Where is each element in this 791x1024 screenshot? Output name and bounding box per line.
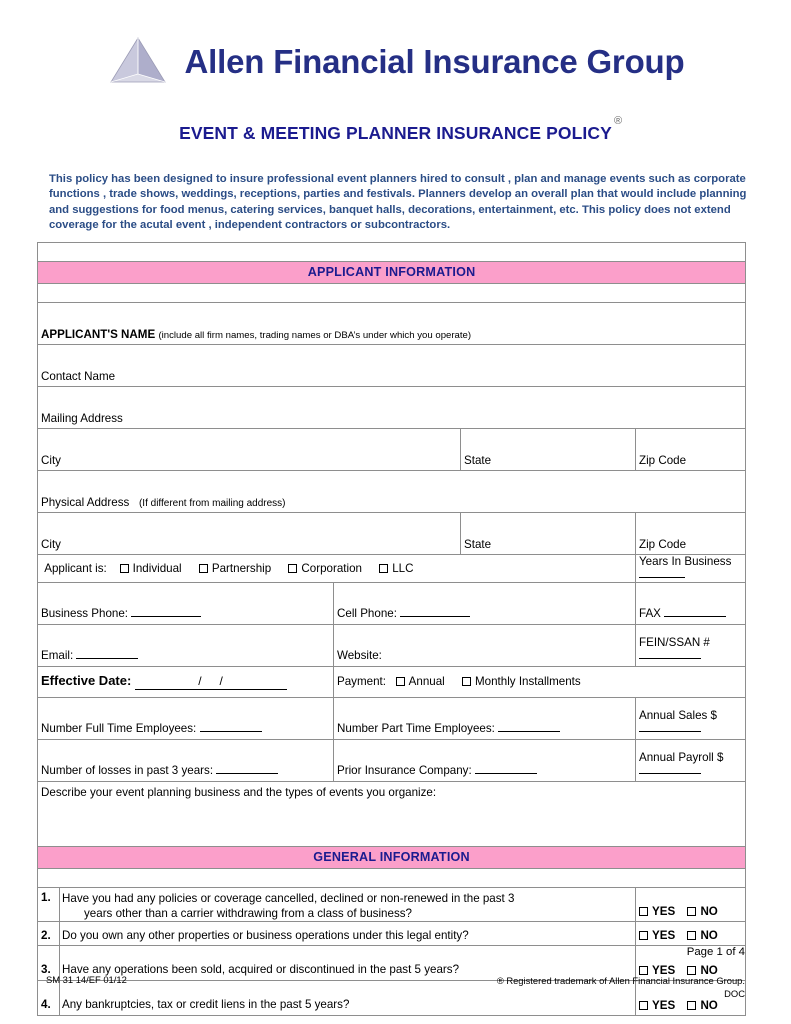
state-label: State <box>464 453 492 467</box>
physical-address-field[interactable] <box>38 471 746 513</box>
table-row <box>38 284 746 303</box>
fein-ssan-input[interactable] <box>639 658 701 659</box>
mailing-address-field[interactable] <box>38 387 746 429</box>
brand-header <box>0 34 791 127</box>
payment-group <box>334 666 746 697</box>
fax-input[interactable] <box>664 616 726 617</box>
zip-code2-field[interactable] <box>636 513 746 555</box>
no-label: NO <box>700 905 718 919</box>
zip-code-label: Zip Code <box>639 453 687 467</box>
entity-option-label: LLC <box>392 561 414 575</box>
payment-option-label: Monthly Installments <box>475 674 581 688</box>
question-line-2: years other than a carrier withdrawing from a class of business? <box>84 906 412 920</box>
table-row <box>38 624 746 666</box>
checkbox-icon[interactable] <box>462 677 471 686</box>
applicant-name-field[interactable] <box>38 303 746 345</box>
table-row <box>38 471 746 513</box>
checkbox-icon[interactable] <box>396 677 405 686</box>
physical-address-hint: (If different from mailing address) <box>138 497 286 509</box>
table-row <box>38 739 746 781</box>
prior-insurance-company-input[interactable] <box>475 773 537 774</box>
physical-address-label: Physical Address <box>41 495 130 509</box>
state2-label: State <box>464 537 492 551</box>
entity-type-group <box>38 555 636 583</box>
yes-label: YES <box>652 964 676 978</box>
annual-payroll-label: Annual Payroll $ <box>639 751 724 764</box>
checkbox-no[interactable] <box>687 929 717 942</box>
mailing-address-label: Mailing Address <box>41 411 123 425</box>
part-time-employees-field[interactable] <box>334 697 636 739</box>
describe-business-label: Describe your event planning business and the types of events you organize: <box>41 785 437 799</box>
yes-label: YES <box>652 999 676 1013</box>
part-time-employees-label: Number Part Time Employees: <box>337 722 495 736</box>
city-field[interactable] <box>38 429 461 471</box>
email-input[interactable] <box>76 658 138 659</box>
effective-date-label: Effective Date <box>41 672 127 688</box>
table-row <box>38 555 746 583</box>
blank-row <box>38 284 746 303</box>
checkbox-annual[interactable] <box>396 675 445 688</box>
state2-field[interactable] <box>461 513 636 555</box>
annual-payroll-input[interactable] <box>639 773 701 774</box>
city2-field[interactable] <box>38 513 461 555</box>
blank-row <box>38 243 746 262</box>
table-row <box>38 262 746 284</box>
losses-past-3-years-input[interactable] <box>216 773 278 774</box>
describe-business-field[interactable] <box>38 781 746 846</box>
zip-code2-label: Zip Code <box>639 537 687 551</box>
zip-code-field[interactable] <box>636 429 746 471</box>
checkbox-yes[interactable] <box>639 905 675 918</box>
entity-option-label: Corporation <box>301 561 362 575</box>
contact-name-label: Contact Name <box>41 369 116 383</box>
question-line-1: Have any operations been sold, acquired or discontinued in the past 5 years? <box>62 962 460 976</box>
fax-field[interactable] <box>636 582 746 624</box>
prior-insurance-company-field[interactable] <box>334 739 636 781</box>
section-header-applicant-information: APPLICANT INFORMATION <box>38 262 746 284</box>
checkbox-icon[interactable] <box>199 564 208 573</box>
effective-date-input[interactable]: // <box>135 675 287 690</box>
full-time-employees-label: Number Full Time Employees: <box>41 722 197 736</box>
applicant-name-label: APPLICANT'S NAME <box>41 327 156 341</box>
table-row <box>38 243 746 262</box>
table-row <box>38 429 746 471</box>
entity-option-label: Partnership <box>211 561 272 575</box>
table-row <box>38 666 746 697</box>
checkbox-no[interactable] <box>687 905 717 918</box>
checkbox-icon[interactable] <box>687 931 696 940</box>
table-row <box>38 303 746 345</box>
checkbox-icon[interactable] <box>639 907 648 916</box>
effective-date-colon: : <box>126 672 132 688</box>
entity-option-label: Individual <box>132 561 182 575</box>
checkbox-monthly-installments[interactable] <box>462 675 581 688</box>
question-text <box>60 921 636 945</box>
prior-insurance-company-label: Prior Insurance Company: <box>337 764 472 778</box>
question-text <box>60 887 636 921</box>
checkbox-yes[interactable] <box>639 999 675 1012</box>
losses-past-3-years-label: Number of losses in past 3 years: <box>41 764 214 778</box>
brand-name: Allen Financial Insurance Group <box>184 43 685 80</box>
checkbox-icon[interactable] <box>120 564 129 573</box>
city2-label: City <box>41 537 61 551</box>
question-line-1: Do you own any other properties or business operations under this legal entity? <box>62 928 469 942</box>
blank-row <box>38 868 746 887</box>
years-in-business-input[interactable] <box>639 577 685 578</box>
checkbox-individual[interactable] <box>120 562 182 575</box>
table-row <box>38 582 746 624</box>
fein-ssan-label: FEIN/SSAN # <box>639 636 710 649</box>
question-answer-group <box>636 887 746 921</box>
losses-past-3-years-field[interactable] <box>38 739 334 781</box>
yes-label: YES <box>652 929 676 943</box>
checkbox-icon[interactable] <box>379 564 388 573</box>
page-title: EVENT & MEETING PLANNER INSURANCE POLICY <box>179 123 612 143</box>
table-row <box>38 781 746 846</box>
payment-option-label: Annual <box>408 674 445 688</box>
checkbox-icon[interactable] <box>687 1001 696 1010</box>
footer-trademark <box>497 974 745 1000</box>
no-label: NO <box>700 999 718 1013</box>
section-header-general-information: GENERAL INFORMATION <box>38 846 746 868</box>
checkbox-icon[interactable] <box>288 564 297 573</box>
years-in-business-field[interactable] <box>636 555 746 583</box>
applicant-is-label: Applicant is: <box>44 561 107 575</box>
website-label: Website: <box>337 649 382 663</box>
question-number: 3. <box>38 945 60 980</box>
trademark-text: ® Registered trademark of Allen Financial Insurance Group. <box>496 975 745 986</box>
question-line-1: Any bankruptcies, tax or credit liens in the past 5 years? <box>62 997 350 1011</box>
question-line-1: Have you had any policies or coverage cancelled, declined or non-renewed in the past 3 <box>62 891 515 905</box>
table-row <box>38 513 746 555</box>
page-number: Page 1 of 4 <box>686 946 745 958</box>
question-number: 1. <box>38 887 60 921</box>
email-field[interactable] <box>38 624 334 666</box>
checkbox-llc[interactable] <box>379 562 413 575</box>
table-row <box>38 345 746 387</box>
cell-phone-input[interactable] <box>400 616 470 617</box>
question-number: 2. <box>38 921 60 945</box>
cell-phone-field[interactable] <box>334 582 636 624</box>
yes-label: YES <box>652 905 676 919</box>
table-row <box>38 387 746 429</box>
business-phone-field[interactable] <box>38 582 334 624</box>
part-time-employees-input[interactable] <box>498 731 560 732</box>
full-time-employees-field[interactable] <box>38 697 334 739</box>
website-field[interactable] <box>334 624 636 666</box>
question-answer-group <box>636 921 746 945</box>
annual-sales-input[interactable] <box>639 731 701 732</box>
effective-date-field[interactable] <box>38 666 334 697</box>
checkbox-icon[interactable] <box>639 931 648 940</box>
question-number: 4. <box>38 980 60 1015</box>
table-row <box>38 887 746 921</box>
checkbox-yes[interactable] <box>639 929 675 942</box>
annual-sales-label: Annual Sales $ <box>639 709 717 722</box>
checkbox-partnership[interactable] <box>199 562 271 575</box>
business-phone-label: Business Phone: <box>41 607 129 621</box>
annual-sales-field[interactable] <box>636 697 746 739</box>
payment-label: Payment: <box>337 674 386 688</box>
table-row <box>38 921 746 945</box>
contact-name-field[interactable] <box>38 345 746 387</box>
annual-payroll-field[interactable] <box>636 739 746 781</box>
applicant-name-hint: (include all firm names, trading names or DBA’s under which you operate) <box>158 329 472 341</box>
city-label: City <box>41 453 61 467</box>
table-row <box>38 846 746 868</box>
pyramid-logo-icon <box>107 36 169 88</box>
table-row <box>38 868 746 887</box>
form-code: SM 31 14/EF 01/12 <box>46 974 127 985</box>
doc-label: DOC <box>724 988 745 999</box>
fax-label: FAX <box>639 607 661 621</box>
registered-trademark-icon: ® <box>614 115 623 127</box>
no-label: NO <box>700 929 718 943</box>
years-in-business-label: Years In Business <box>639 555 732 568</box>
email-label: Email: <box>41 649 74 663</box>
intro-paragraph: This policy has been designed to insure professional event planners hired to consult , plan and manage events such as corporate functions , trade shows, weddings, receptions, parties and festivals. Planners develop an overall plan that would include planning and suggestions for food menus, catering services, banquet halls, decorations, entertainment, etc. This policy does not extend coverage for the acutal event , independent contractors or subcontractors. <box>49 173 747 232</box>
cell-phone-label: Cell Phone: <box>337 607 397 621</box>
fein-ssan-field[interactable] <box>636 624 746 666</box>
table-row <box>38 697 746 739</box>
full-time-employees-input[interactable] <box>200 731 262 732</box>
state-field[interactable] <box>461 429 636 471</box>
checkbox-icon[interactable] <box>687 907 696 916</box>
checkbox-no[interactable] <box>687 999 717 1012</box>
business-phone-input[interactable] <box>131 616 201 617</box>
no-label: NO <box>700 964 718 978</box>
checkbox-icon[interactable] <box>639 1001 648 1010</box>
application-form-table <box>37 242 746 1016</box>
checkbox-corporation[interactable] <box>288 562 362 575</box>
